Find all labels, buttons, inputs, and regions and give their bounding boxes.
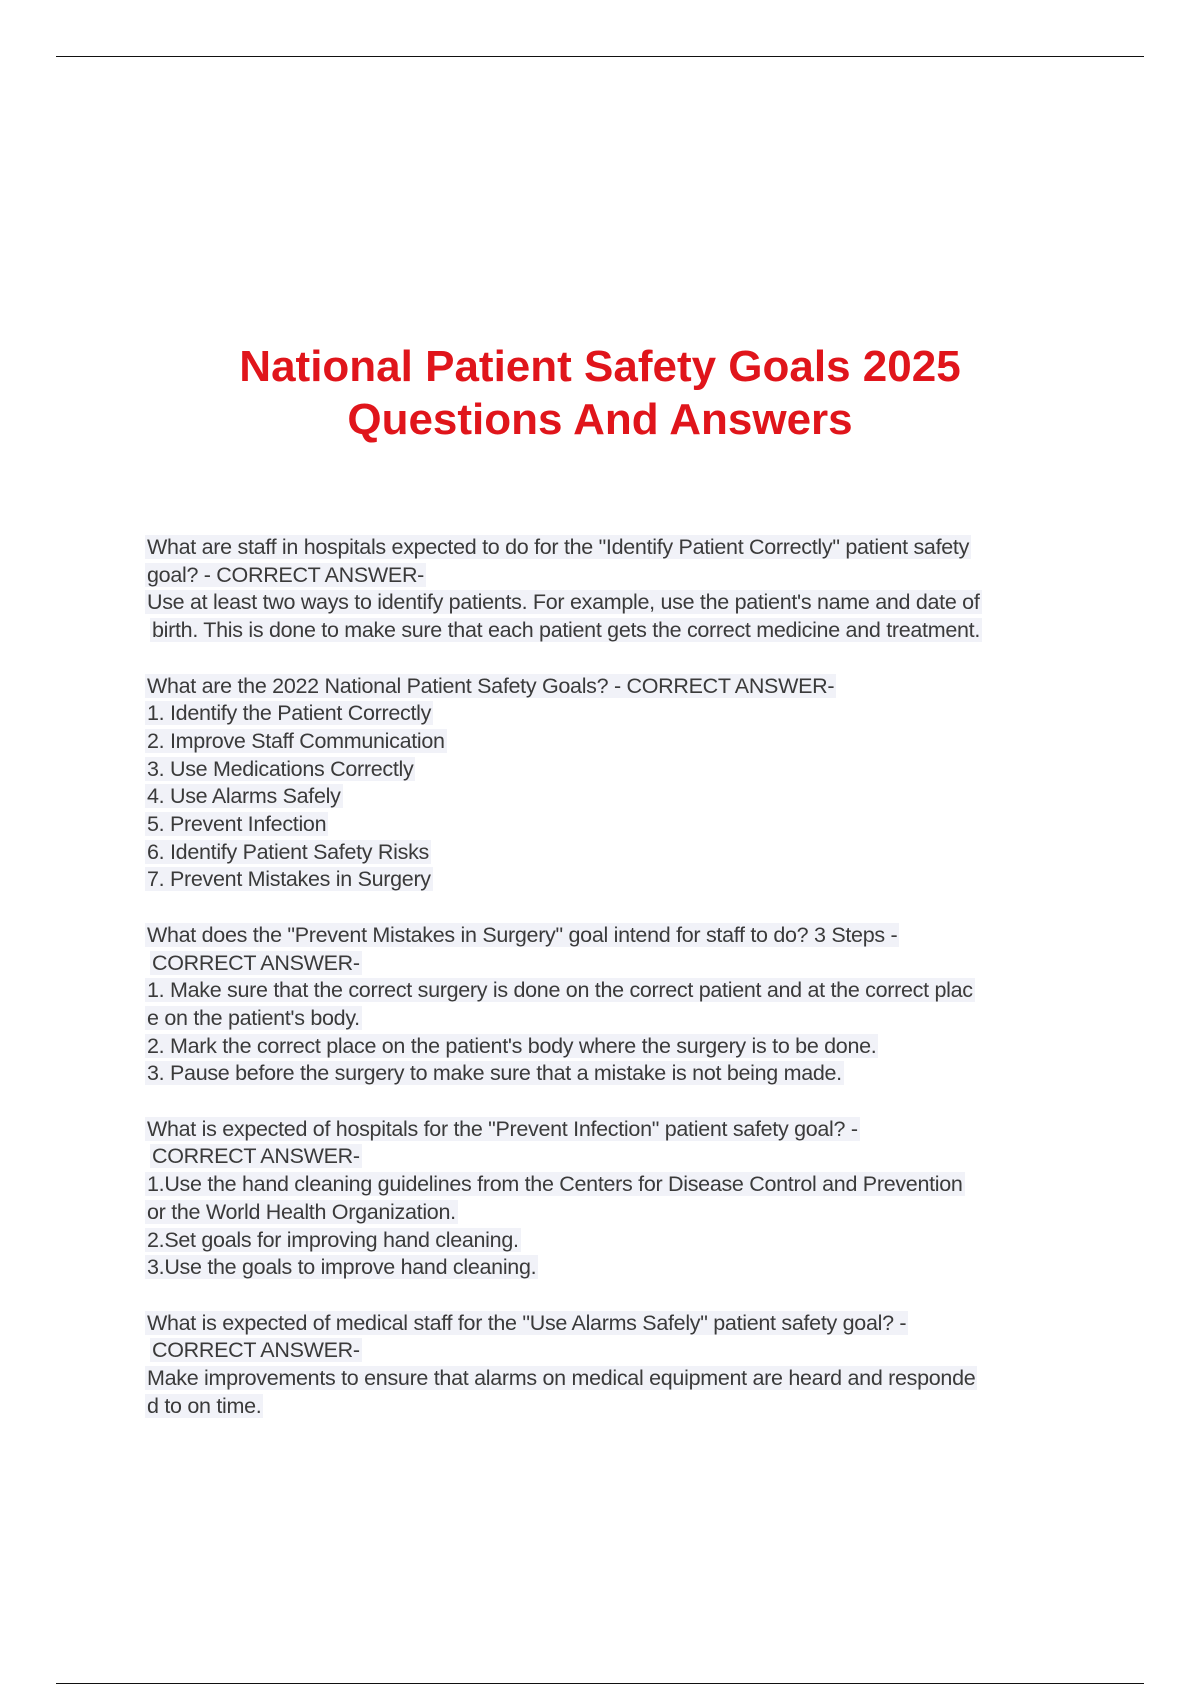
question-text: What is expected of medical staff for the "Use Alarms Safely" patient safety goal? - [147,1310,907,1335]
question-text: CORRECT ANSWER- [152,950,360,975]
answer-list-item: 2. Mark the correct place on the patient's body where the surgery is to be done. [147,1033,877,1058]
question-text: CORRECT ANSWER- [152,1144,360,1169]
title-line-2: Questions And Answers [347,395,853,444]
question-text: What are staff in hospitals expected to do for the "Identify Patient Correctly" patient safety [147,535,970,559]
question-text: CORRECT ANSWER- [152,1338,360,1363]
answer-list-item: 2. Improve Staff Communication [147,728,445,753]
qa-block-5 [145,1310,1105,1421]
answer-list-item: 1. Identify the Patient Correctly [147,701,432,726]
bottom-rule [56,1683,1144,1684]
answer-list-item: 6. Identify Patient Safety Risks [147,839,429,864]
answer-text: birth. This is done to make sure that each patient gets the correct medicine and treatment. [152,618,980,643]
question-text: What is expected of hospitals for the "Prevent Infection" patient safety goal? - [147,1116,858,1141]
answer-text: Make improvements to ensure that alarms on medical equipment are heard and responde [147,1366,976,1391]
answer-list-item: 1. Make sure that the correct surgery is done on the correct patient and at the correct plac [147,978,973,1003]
qa-block-1 [145,534,1105,645]
qa-list [145,534,1105,1448]
answer-list-item: 1.Use the hand cleaning guidelines from the Centers for Disease Control and Prevention [147,1172,963,1197]
qa-block-2 [145,673,1105,895]
answer-list-item: or the World Health Organization. [147,1199,456,1224]
qa-block-3 [145,922,1105,1088]
question-text: What does the "Prevent Mistakes in Surgery" goal intend for staff to do? 3 Steps - [147,922,898,947]
qa-block-4 [145,1116,1105,1282]
answer-list-item: 3. Use Medications Correctly [147,756,414,781]
top-rule [56,56,1144,57]
answer-list-item: 4. Use Alarms Safely [147,784,341,809]
answer-list-item: e on the patient's body. [147,1005,360,1030]
answer-text: Use at least two ways to identify patients. For example, use the patient's name and date of [147,590,980,615]
answer-list-item: 2.Set goals for improving hand cleaning. [147,1227,519,1252]
question-text: goal? - CORRECT ANSWER- [147,562,425,587]
title-line-1: National Patient Safety Goals 2025 [239,342,961,391]
answer-list-item: 3.Use the goals to improve hand cleaning. [147,1255,537,1280]
question-text: What are the 2022 National Patient Safety Goals? - CORRECT ANSWER- [147,673,835,698]
answer-list-item: 5. Prevent Infection [147,812,327,837]
answer-list-item: 7. Prevent Mistakes in Surgery [147,867,431,892]
page-title [0,340,1200,446]
answer-text: d to on time. [147,1393,262,1418]
answer-list-item: 3. Pause before the surgery to make sure that a mistake is not being made. [147,1061,842,1086]
